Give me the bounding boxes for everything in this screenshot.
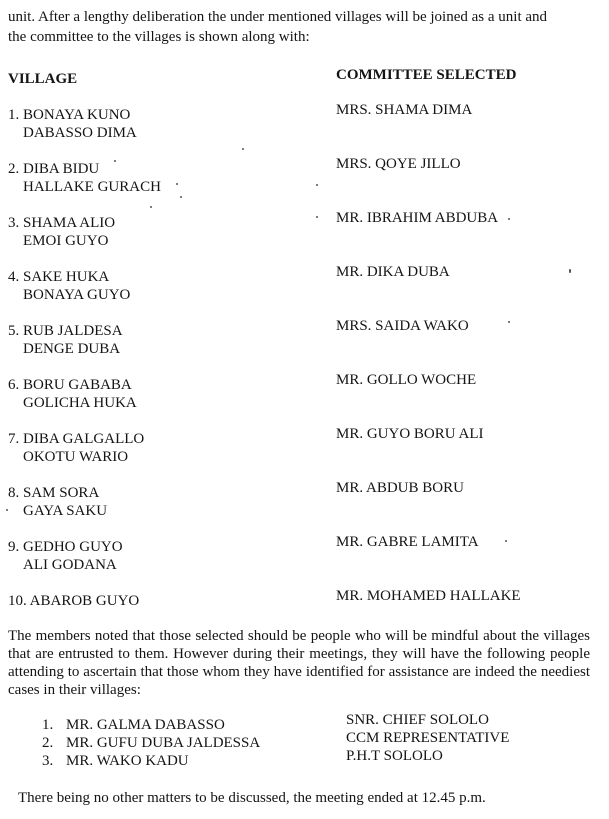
village-line-2: BONAYA GUYO <box>23 287 131 303</box>
village-line-2: EMOI GUYO <box>23 233 109 249</box>
attendee-name: MR. WAKO KADU <box>66 753 189 769</box>
attendee-name: MR. GALMA DABASSO <box>66 717 225 733</box>
committee-member: MR. IBRAHIM ABDUBA <box>336 210 499 226</box>
village-line-1: 7. DIBA GALGALLO <box>8 431 145 447</box>
attendee-number: 1. <box>42 717 54 733</box>
village-line-1: 9. GEDHO GUYO <box>8 539 123 555</box>
attendee-name: MR. GUFU DUBA JALDESSA <box>66 735 261 751</box>
closing-sentence: There being no other matters to be discussed, the meeting ended at 12.45 p.m. <box>18 790 486 806</box>
village-line-1: 2. DIBA BIDU <box>8 161 100 177</box>
village-line-2: DABASSO DIMA <box>23 125 137 141</box>
committee-member: MR. MOHAMED HALLAKE <box>336 588 521 604</box>
village-line-2: OKOTU WARIO <box>23 449 129 465</box>
committee-member: MRS. SHAMA DIMA <box>336 102 473 118</box>
village-line-1: 1. BONAYA KUNO <box>8 107 131 123</box>
committee-column-header: COMMITTEE SELECTED <box>336 67 517 83</box>
village-line-1: 3. SHAMA ALIO <box>8 215 116 231</box>
village-line-1: 8. SAM SORA <box>8 485 100 501</box>
attendee-role: CCM REPRESENTATIVE <box>346 730 510 746</box>
village-column-header: VILLAGE <box>8 71 78 87</box>
village-line-1: 10. ABAROB GUYO <box>8 593 140 609</box>
village-line-1: 6. BORU GABABA <box>8 377 132 393</box>
village-line-2: HALLAKE GURACH <box>23 179 161 195</box>
attendee-role: SNR. CHIEF SOLOLO <box>346 712 489 728</box>
village-line-2: ALI GODANA <box>23 557 117 573</box>
attendee-number: 3. <box>42 753 54 769</box>
committee-member: MRS. SAIDA WAKO <box>336 318 469 334</box>
intro-line-2: the committee to the villages is shown along with: <box>8 29 310 45</box>
village-line-2: GAYA SAKU <box>23 503 108 519</box>
attendee-number: 2. <box>42 735 54 751</box>
committee-member: MR. ABDUB BORU <box>336 480 464 496</box>
committee-member: MRS. QOYE JILLO <box>336 156 461 172</box>
members-paragraph: The members noted that those selected should be people who will be mindful about the villages that are entrusted to them. However during their meetings, they will have the following people attending to ascertain that those whom they have identified for assistance are indeed the neediest cases in their villages: <box>8 628 590 698</box>
committee-member: MR. GABRE LAMITA <box>336 534 479 550</box>
village-line-2: GOLICHA HUKA <box>23 395 137 411</box>
committee-member: MR. GUYO BORU ALI <box>336 426 484 442</box>
village-line-2: DENGE DUBA <box>23 341 121 357</box>
committee-member: MR. DIKA DUBA <box>336 264 450 280</box>
village-line-1: 4. SAKE HUKA <box>8 269 110 285</box>
committee-member: MR. GOLLO WOCHE <box>336 372 477 388</box>
intro-line-1: unit. After a lengthy deliberation the under mentioned villages will be joined as a unit and <box>8 9 548 25</box>
village-line-1: 5. RUB JALDESA <box>8 323 123 339</box>
attendee-role: P.H.T SOLOLO <box>346 748 443 764</box>
